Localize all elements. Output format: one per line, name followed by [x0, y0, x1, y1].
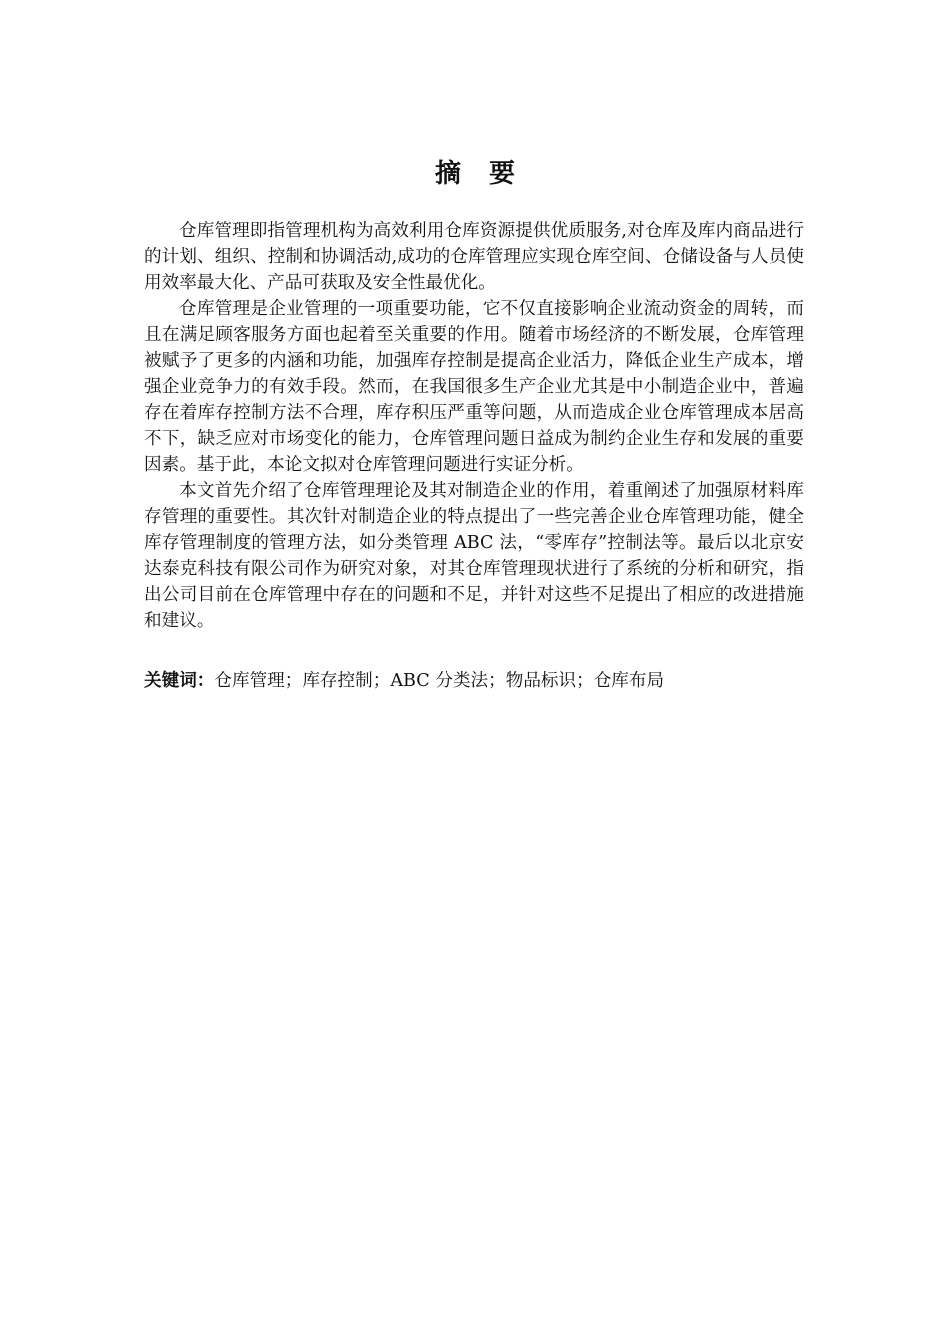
abstract-paragraph-2: 仓库管理是企业管理的一项重要功能，它不仅直接影响企业流动资金的周转，而且在满足顾客服务方面也起着至关重要的作用。随着市场经济的不断发展，仓库管理被赋予了更多的内涵和功能，加强库存控制是提高企业活力，降低企业生产成本，增强企业竞争力的有效手段。然而，在我国很多生产企业尤其是中小制造企业中，普遍存在着库存控制方法不合理，库存积压严重等问题，从而造成企业仓库管理成本居高不下，缺乏应对市场变化的能力，仓库管理问题日益成为制约企业生存和发展的重要因素。基于此，本论文拟对仓库管理问题进行实证分析。 [144, 299, 804, 475]
keywords-label: 关键词： [144, 671, 215, 691]
keywords-list: 仓库管理；库存控制；ABC 分类法；物品标识；仓库布局 [214, 671, 665, 691]
keywords-line [144, 668, 804, 694]
abstract-title: 摘要 [434, 159, 543, 189]
abstract-paragraph-3: 本文首先介绍了仓库管理理论及其对制造企业的作用，着重阐述了加强原材料库存管理的重要性。其次针对制造企业的特点提出了一些完善企业仓库管理功能，健全库存管理制度的管理方法，如分类管理 ABC 法，“零库存”控制法等。最后以北京安达泰克科技有限公司作为研究对象，对其仓库管理现状进行了系统的分析和研究，指出公司目前在仓库管理中存在的问题和不足，并针对这些不足提出了相应的改进措施和建议。 [144, 481, 804, 631]
abstract-body [144, 218, 804, 634]
abstract-paragraph-1: 仓库管理即指管理机构为高效利用仓库资源提供优质服务,对仓库及库内商品进行的计划、组织、控制和协调活动,成功的仓库管理应实现仓库空间、仓储设备与人员使用效率最大化、产品可获取及安全性最优化。 [144, 221, 804, 293]
